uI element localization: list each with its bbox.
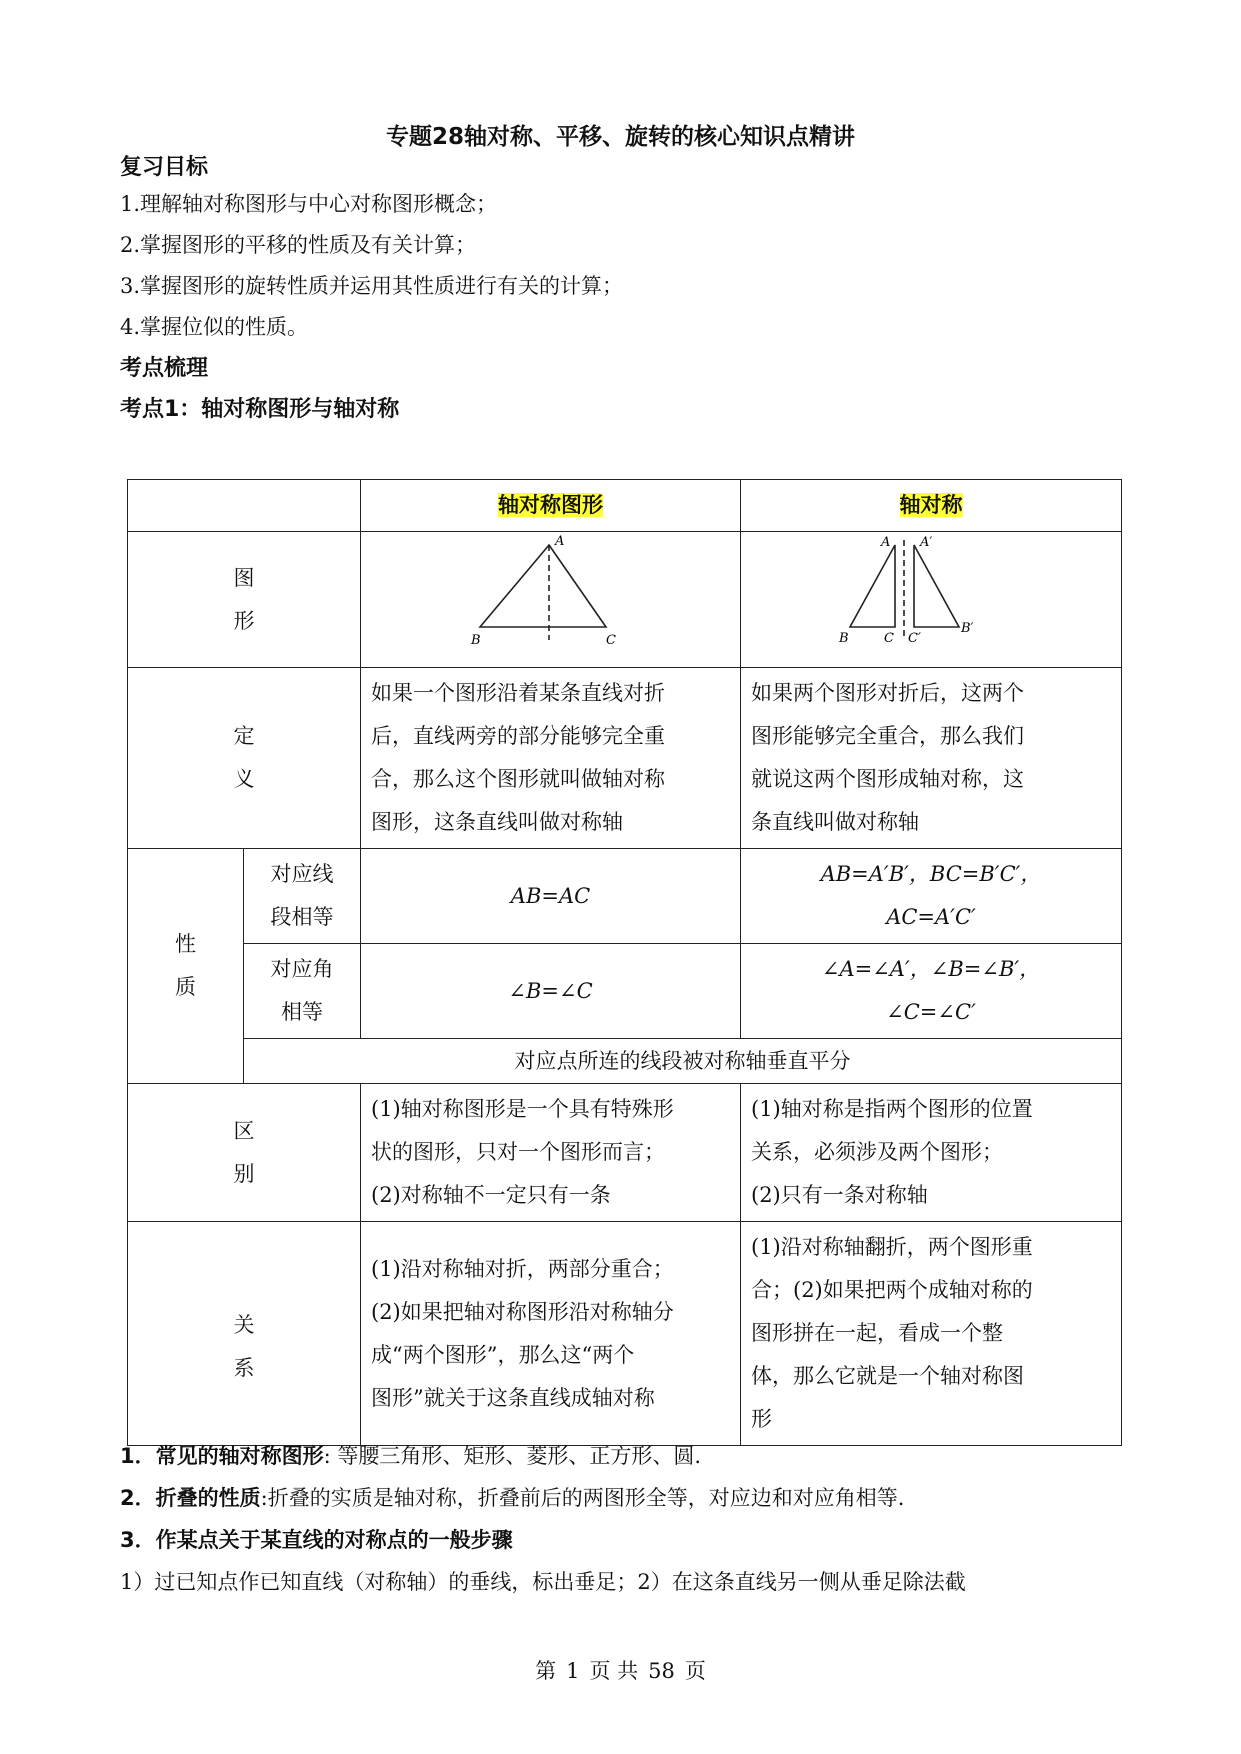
review-item-1: 1.理解轴对称图形与中心对称图形概念； <box>120 192 498 216</box>
svg-text:C: C <box>605 633 616 648</box>
svg-text:B′: B′ <box>960 621 974 636</box>
sub-label-angles: 对应角 相等 <box>244 944 361 1039</box>
row-label-property: 性 质 <box>128 849 244 1084</box>
comparison-table <box>127 479 1122 1446</box>
relation-col1: (1)沿对称轴对折，两部分重合； (2)如果把轴对称图形沿对称轴分 成“两个图形”，那么这“两个 图形”就关于这条直线成轴对称 <box>361 1222 741 1446</box>
sub-label-segments: 对应线 段相等 <box>244 849 361 944</box>
definition-col1: 如果一个图形沿着某条直线对折 后，直线两旁的部分能够完全重 合，那么这个图形就叫做轴对称 图形，这条直线叫做对称轴 <box>361 668 741 849</box>
difference-col1: (1)轴对称图形是一个具有特殊形 状的图形，只对一个图形而言； (2)对称轴不一定只有一条 <box>361 1084 741 1222</box>
property-common: 对应点所连的线段被对称轴垂直平分 <box>244 1039 1122 1084</box>
triangle-diagram <box>362 532 740 652</box>
row-label-definition: 定 义 <box>128 668 361 849</box>
point-1: 1．常见的轴对称图形: 等腰三角形、矩形、菱形、正方形、圆. <box>120 1444 702 1468</box>
table-row-property-common <box>128 1039 1122 1084</box>
table-header-row <box>128 480 1122 532</box>
steps-line: 1）过已知点作已知直线（对称轴）的垂线，标出垂足；2）在这条直线另一侧从垂足除法截 <box>120 1570 966 1594</box>
segments-col2: AB=A′B′，BC=B′C′， AC=A′C′ <box>741 849 1122 944</box>
definition-col2: 如果两个图形对折后，这两个 图形能够完全重合，那么我们 就说这两个图形成轴对称，这 条直线叫做对称轴 <box>741 668 1122 849</box>
header-axis-symmetry: 轴对称 <box>741 480 1122 532</box>
table-row-property-angles <box>128 944 1122 1039</box>
svg-text:C: C <box>883 631 894 646</box>
section-heading: 考点梳理 <box>120 356 209 381</box>
header-axis-symmetric-figure: 轴对称图形 <box>361 480 741 532</box>
point-2: 2．折叠的性质:折叠的实质是轴对称，折叠前后的两图形全等，对应边和对应角相等. <box>120 1486 905 1510</box>
review-heading: 复习目标 <box>120 155 209 180</box>
table-row-property-segments <box>128 849 1122 944</box>
table-corner <box>128 480 361 532</box>
table-row-definition <box>128 668 1122 849</box>
table-row-difference <box>128 1084 1122 1222</box>
figure-isosceles-triangle <box>361 532 741 668</box>
angles-col2: ∠A=∠A′，∠B=∠B′， ∠C=∠C′ <box>741 944 1122 1039</box>
figure-symmetric-triangles <box>741 532 1122 668</box>
page-footer: 第 1 页 共 58 页 <box>535 1659 706 1683</box>
relation-col2: (1)沿对称轴翻折，两个图形重 合；(2)如果把两个成轴对称的 图形拼在一起，看成一个整 体，那么它就是一个轴对称图 形 <box>741 1222 1122 1446</box>
table-row-relation <box>128 1222 1122 1446</box>
svg-text:A: A <box>554 534 564 549</box>
svg-text:B: B <box>838 631 849 646</box>
difference-col2: (1)轴对称是指两个图形的位置 关系，必须涉及两个图形； (2)只有一条对称轴 <box>741 1084 1122 1222</box>
svg-text:B: B <box>470 633 481 648</box>
review-item-3: 3.掌握图形的旋转性质并运用其性质进行有关的计算； <box>120 274 624 298</box>
segments-col1: AB=AC <box>361 849 741 944</box>
page-title: 专题28轴对称、平移、旋转的核心知识点精讲 <box>385 124 855 150</box>
svg-text:A: A <box>880 535 890 550</box>
point-3: 3．作某点关于某直线的对称点的一般步骤 <box>120 1528 513 1552</box>
row-label-relation: 关 系 <box>128 1222 361 1446</box>
two-triangles-diagram <box>742 532 1121 652</box>
row-label-figure: 图 形 <box>128 532 361 668</box>
review-item-2: 2.掌握图形的平移的性质及有关计算； <box>120 233 477 257</box>
svg-text:A′: A′ <box>919 535 932 550</box>
review-item-4: 4.掌握位似的性质。 <box>120 315 309 339</box>
svg-text:C′: C′ <box>907 631 921 646</box>
table-row-figure <box>128 532 1122 668</box>
row-label-difference: 区 别 <box>128 1084 361 1222</box>
angles-col1: ∠B=∠C <box>361 944 741 1039</box>
kaodian-heading: 考点1：轴对称图形与轴对称 <box>120 397 400 422</box>
